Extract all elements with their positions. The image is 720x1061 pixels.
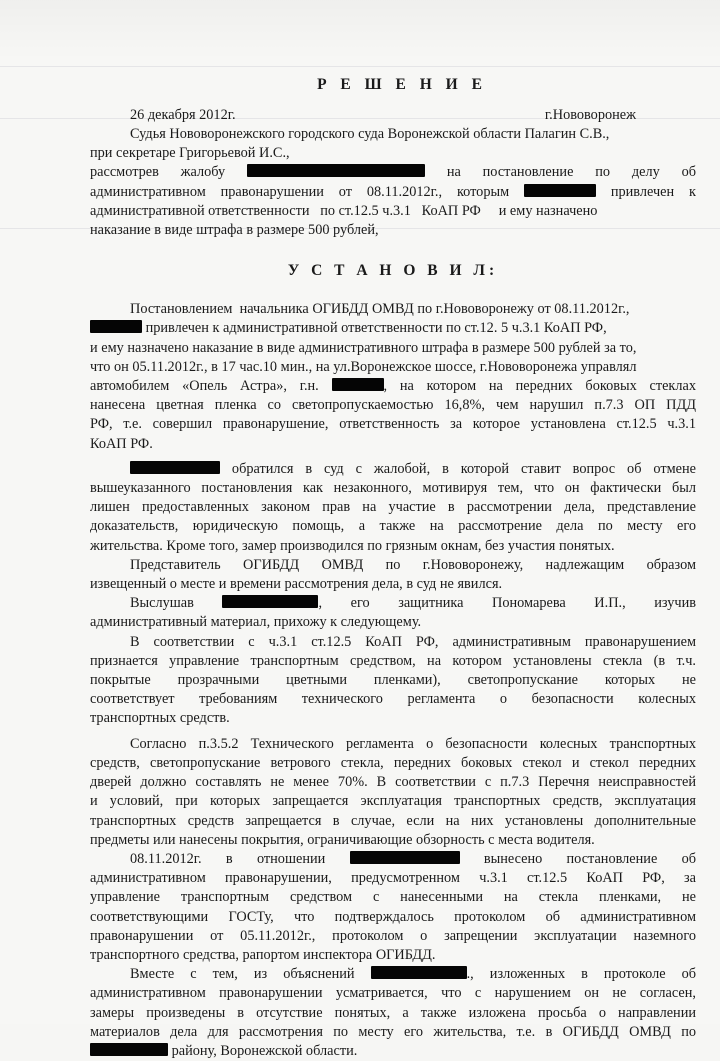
bleed-through-line (0, 66, 720, 67)
paragraph-line: замеры произведены в отсутствие понятых, а также изложена просьба о направлении (90, 1004, 696, 1021)
section-title: У С Т А Н О В И Л: (287, 262, 499, 280)
decision-date: 26 декабря 2012г. (130, 107, 236, 123)
paragraph-line: КоАП РФ. (90, 435, 153, 452)
paragraph-line: транспортных средств запрещается в случае, если на них установлены дополнительные (90, 812, 696, 829)
paragraph-line: предметы или нанесены покрытия, ограничивающие обзорность с места водителя. (90, 831, 595, 848)
paragraph-line: 08.11.2012г. в отношении вынесено постановление об (130, 850, 697, 867)
paragraph-line: административном правонарушении, предусмотренном ч.3.1 ст.12.5 КоАП РФ, за (90, 870, 696, 887)
paragraph-line: доказательств, юридическую помощь, а также на рассмотрение дела по месту его (90, 518, 696, 535)
paragraph-line: извещенный о месте и времени рассмотрения дела, в суд не явился. (90, 576, 503, 593)
intro-line: Судья Нововоронежского городского суда Воронежской области Палагин С.В., (130, 126, 610, 142)
redaction-block (332, 378, 384, 391)
intro-line: наказание в виде штрафа в размере 500 рублей, (90, 222, 379, 239)
paragraph-line: транспортного средства, рапортом инспектора ОГИБДД. (90, 946, 436, 963)
paragraph-line: привлечен к административной ответственности по ст.12. 5 ч.3.1 КоАП РФ, (90, 319, 696, 338)
paragraph-line: административном правонарушении усматривается, что с нарушением он не согласен, (90, 985, 696, 1002)
paragraph-line: автомобилем «Опель Астра», г.н. , на котором на передних боковых стеклах (90, 378, 697, 395)
document-title: Р Е Ш Е Н И Е (317, 76, 487, 93)
paragraph-line: РФ, т.е. совершил правонарушение, ответственность за которое установлена ст.12.5 ч.3.1 (90, 416, 696, 433)
paragraph-line: Вместе с тем, из объяснений ., изложенных в протоколе об (130, 966, 697, 983)
paragraph-line: правонарушении от 05.11.2012г., протоколом о запрещении эксплуатации наземного (90, 927, 696, 944)
paragraph-line: Постановлением начальника ОГИБДД ОМВД по г.Нововоронежу от 08.11.2012г., (130, 301, 630, 318)
paragraph-line: административный материал, прихожу к следующему. (90, 614, 422, 631)
date-line (90, 106, 696, 125)
paragraph-line: дверей должно составлять не менее 70%. В соответствии с п.7.3 Перечня неисправностей (90, 774, 696, 791)
paragraph-line: Представитель ОГИБДД ОМВД по г.Нововоронежу, надлежащим образом (130, 556, 696, 573)
paragraph-line: признается управление транспортным средством, на котором установлены стекла (в т.ч. (90, 652, 696, 669)
intro-line: административном правонарушении от 08.11.2012г., которым привлечен к (90, 183, 696, 200)
redaction-block (247, 164, 425, 177)
redaction-block (90, 320, 142, 333)
intro-line: административной ответственности по ст.12.5 ч.3.1 КоАП РФ и ему назначено (90, 202, 598, 219)
paragraph-line: обратился в суд с жалобой, в которой ставит вопрос об отмене (90, 460, 696, 479)
paragraph-line: району, Воронежской области. (90, 1042, 696, 1061)
paragraph-line: жительства. Кроме того, замер производился по грязным окнам, без участия понятых. (90, 537, 615, 554)
paragraph-line: что он 05.11.2012г., в 17 час.10 мин., на ул.Воронежское шоссе, г.Нововоронежа управлял (90, 358, 637, 375)
paragraph-line: транспортных средств. (90, 710, 230, 727)
paragraph-line: Выслушав , его защитника Пономарева И.П., изучив (130, 595, 696, 612)
paragraph-line: Согласно п.3.5.2 Технического регламента о безопасности колесных транспортных (130, 735, 696, 752)
redaction-block (350, 851, 460, 864)
city: г.Нововоронеж (544, 107, 636, 123)
intro-line: рассмотрев жалобу на постановление по делу об (90, 164, 696, 181)
document-body (90, 76, 696, 1061)
redaction-block (90, 1043, 168, 1056)
paragraph-line: и условий, при которых запрещается эксплуатация транспортных средств, эксплуатация (90, 793, 696, 810)
intro-line: при секретаре Григорьевой И.С., (90, 145, 290, 162)
redaction-block (524, 184, 596, 197)
paragraph-line: материалов дела для рассмотрения по месту его жительства, т.е. в ОГИБДД ОМВД по (90, 1023, 696, 1040)
paragraph-line: соответствующими ГОСТу, что подтверждалось протоколом об административном (90, 908, 696, 925)
paragraph-line: нанесена цветная пленка со светопропускаемостью 16,8%, чем нарушил п.7.3 ОП ПДД (90, 397, 696, 414)
paragraph-line: покрытые прозрачными цветными пленками), светопропускание которых не (90, 672, 696, 689)
paragraph-line: средств, светопропускание ветрового стекла, передних боковых стекол и стекол передних (90, 754, 696, 771)
paragraph-line: В соответствии с ч.3.1 ст.12.5 КоАП РФ, административным правонарушением (130, 633, 696, 650)
paragraph-line: вышеуказанного постановления как незаконного, мотивируя тем, что он фактически был (90, 480, 696, 497)
paragraph-line: управление транспортным средством с нанесенными на стекла пленками, не (90, 889, 696, 906)
redaction-block (371, 966, 467, 979)
redaction-block (130, 461, 220, 474)
redaction-block (222, 595, 318, 608)
paragraph-line: соответствует требованиям технического регламента о безопасности колесных (90, 691, 696, 708)
paragraph-line: лишен предоставленных законом прав на участие в рассмотрении дела, представление (90, 499, 696, 516)
paragraph-line: и ему назначено наказание в виде административного штрафа в размере 500 рублей за то, (90, 339, 637, 356)
